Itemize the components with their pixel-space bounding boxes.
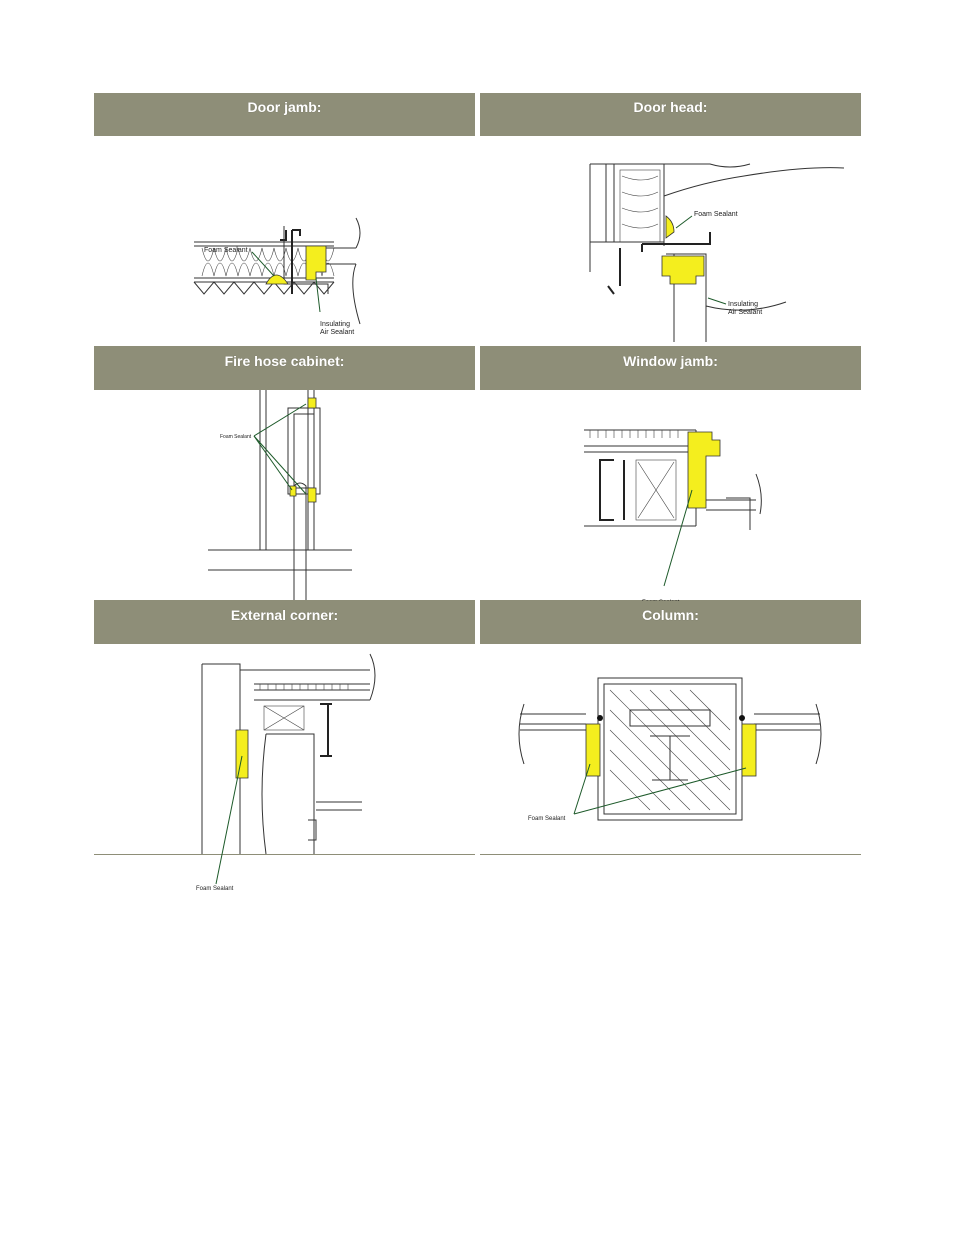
door-head-diagram — [480, 136, 861, 346]
door-head-drawing — [480, 136, 861, 346]
door-jamb-diagram — [94, 136, 475, 346]
panel-column — [480, 601, 861, 855]
insulating-label: Insulating — [320, 321, 350, 328]
panel-title: External corner: — [94, 601, 475, 644]
air-sealant-label: Air Sealant — [320, 329, 355, 336]
insulating-label: Insulating — [728, 301, 758, 308]
panel-door-head — [480, 93, 861, 347]
fire-hose-cabinet-diagram — [94, 390, 475, 600]
panel-title: Door head: — [480, 93, 861, 136]
fire-hose-cabinet-drawing — [94, 390, 475, 600]
panel-title: Window jamb: — [480, 347, 861, 390]
panel-door-jamb — [94, 93, 475, 347]
foam-sealant-label: Foam Sealant — [196, 886, 234, 892]
window-jamb-diagram — [480, 390, 861, 600]
external-corner-drawing — [94, 644, 475, 892]
panel-window-jamb — [480, 347, 861, 601]
foam-sealant-label: Foam Sealant — [204, 247, 248, 254]
external-corner-diagram — [94, 644, 475, 892]
panel-title: Door jamb: — [94, 93, 475, 136]
window-jamb-drawing — [480, 390, 861, 600]
panel-external-corner — [94, 601, 475, 892]
door-jamb-drawing — [94, 136, 475, 346]
foam-sealant-label: Foam Sealant — [528, 816, 566, 822]
panel-title: Fire hose cabinet: — [94, 347, 475, 390]
column-diagram — [480, 644, 861, 854]
foam-sealant-label: Foam Sealant — [220, 434, 252, 440]
foam-sealant-label: Foam Sealant — [694, 211, 738, 218]
column-drawing — [480, 644, 861, 854]
panel-title: Column: — [480, 601, 861, 644]
panel-fire-hose-cabinet — [94, 347, 475, 601]
air-sealant-label: Air Sealant — [728, 309, 763, 316]
